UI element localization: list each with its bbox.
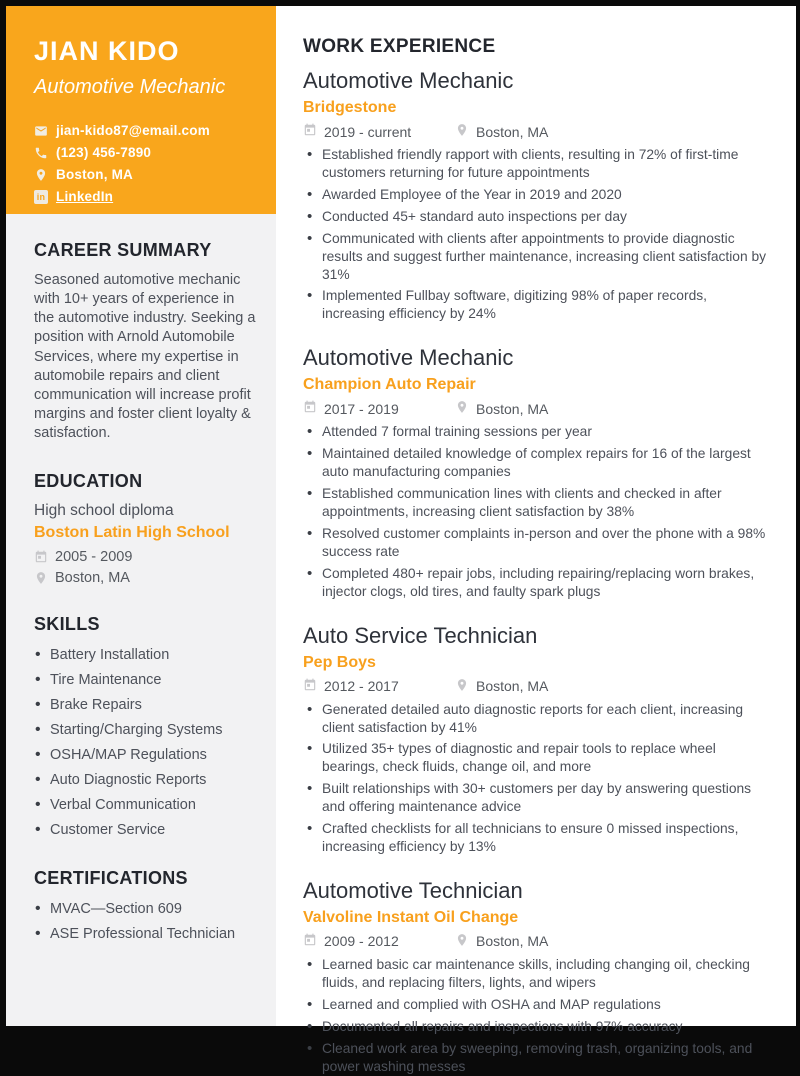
sidebar-body bbox=[6, 214, 276, 969]
job-bullet: • Established friendly rapport with clients, resulting in 72% of first-time customers returning for future appointments bbox=[303, 146, 768, 182]
job-meta-row bbox=[303, 678, 768, 695]
calendar-icon bbox=[34, 550, 48, 564]
job-bullet: • Learned basic car maintenance skills, including changing oil, checking fluids, and replacing filters, lights, and wipers bbox=[303, 956, 768, 992]
job-bullet-list bbox=[303, 701, 768, 856]
job-dates-cell bbox=[303, 123, 455, 140]
job-company: Bridgestone bbox=[303, 99, 397, 116]
calendar-icon bbox=[303, 400, 317, 417]
phone-icon bbox=[34, 146, 48, 160]
education-location: Boston, MA bbox=[55, 570, 130, 587]
calendar-icon bbox=[303, 678, 317, 695]
job-bullet: • Resolved customer complaints in-person and over the phone with a 98% success rate bbox=[303, 525, 768, 561]
job-dates: 2019 - current bbox=[324, 123, 412, 140]
career-summary-text: Seasoned automotive mechanic with 10+ years of experience in the automotive industry. Seeking a position with Arnold Automobile Services, where my expertise in automobile repairs and client communication will increase profit margins and foster client loyalty & satisfaction. bbox=[34, 272, 256, 441]
job-bullet: • Established communication lines with clients and checked in after appointments, increasing client satisfaction by 38% bbox=[303, 485, 768, 521]
job-bullet: • Maintained detailed knowledge of complex repairs for 16 of the largest auto manufacturing companies bbox=[303, 445, 768, 481]
job-bullet: • Implemented Fullbay software, digitizing 98% of paper records, increasing efficiency by 24% bbox=[303, 287, 768, 323]
contact-location: Boston, MA bbox=[56, 167, 133, 182]
job-meta-row bbox=[303, 933, 768, 950]
skill-item: • OSHA/MAP Regulations bbox=[34, 745, 258, 765]
linkedin-link[interactable]: LinkedIn bbox=[56, 189, 114, 204]
job-bullet: • Generated detailed auto diagnostic reports for each client, increasing client satisfaction by 41% bbox=[303, 701, 768, 737]
location-pin-icon bbox=[455, 123, 469, 140]
job-bullet: • Awarded Employee of the Year in 2019 and 2020 bbox=[303, 186, 768, 204]
job-location-cell bbox=[455, 400, 548, 417]
email-icon bbox=[34, 124, 48, 138]
job-bullet-list bbox=[303, 423, 768, 600]
contact-phone-row bbox=[34, 145, 258, 160]
job-title: Automotive Mechanic bbox=[303, 345, 514, 371]
education-school: Boston Latin High School bbox=[34, 524, 230, 542]
skill-item: • Starting/Charging Systems bbox=[34, 720, 258, 740]
career-summary-section bbox=[34, 240, 258, 443]
skills-heading: SKILLS bbox=[34, 614, 100, 635]
job-bullet: • Cleaned work area by sweeping, removing trash, organizing tools, and power washing messes bbox=[303, 1040, 768, 1076]
certification-item: • MVAC—Section 609 bbox=[34, 899, 258, 919]
job-location-cell bbox=[455, 678, 548, 695]
education-degree: High school diploma bbox=[34, 502, 174, 520]
job-bullet: • Built relationships with 30+ customers per day by answering questions and offering maintenance advice bbox=[303, 780, 768, 816]
contact-linkedin-row bbox=[34, 189, 258, 204]
education-dates: 2005 - 2009 bbox=[55, 549, 133, 566]
job-company: Pep Boys bbox=[303, 653, 376, 671]
job-title: Automotive Mechanic bbox=[303, 68, 514, 93]
certification-item: • ASE Professional Technician bbox=[34, 924, 258, 944]
job-bullet: • Conducted 45+ standard auto inspections per day bbox=[303, 208, 768, 226]
person-name: JIAN KIDO bbox=[34, 36, 180, 66]
skills-list bbox=[34, 645, 258, 840]
job-bullet: • Crafted checklists for all technicians to ensure 0 missed inspections, increasing efficiency by 13% bbox=[303, 820, 768, 856]
contact-email-row bbox=[34, 123, 258, 138]
job-bullet: • Attended 7 formal training sessions per year bbox=[303, 423, 768, 441]
job-location-cell bbox=[455, 933, 548, 950]
job-title: Auto Service Technician bbox=[303, 622, 538, 648]
location-pin-icon bbox=[34, 168, 48, 182]
job-bullet: • Completed 480+ repair jobs, including repairing/replacing worn brakes, injector clogs, old tires, and faulty spark plugs bbox=[303, 565, 768, 601]
job-dates: 2009 - 2012 bbox=[324, 933, 399, 950]
job-dates-cell bbox=[303, 400, 455, 417]
job-bullet: • Utilized 35+ types of diagnostic and repair tools to replace wheel bearings, check fluids, change oil, and more bbox=[303, 740, 768, 776]
job-meta-row bbox=[303, 400, 768, 417]
sidebar bbox=[6, 6, 276, 1026]
certifications-heading: CERTIFICATIONS bbox=[34, 868, 188, 889]
job-entry bbox=[303, 68, 768, 323]
skill-item: • Brake Repairs bbox=[34, 695, 258, 715]
skills-section bbox=[34, 614, 258, 840]
education-location-row bbox=[34, 570, 258, 586]
education-dates-row bbox=[34, 549, 258, 565]
skill-item: • Battery Installation bbox=[34, 645, 258, 665]
education-section bbox=[34, 471, 258, 586]
certifications-list bbox=[34, 899, 258, 944]
job-meta-row bbox=[303, 123, 768, 140]
skill-item: • Tire Maintenance bbox=[34, 670, 258, 690]
location-pin-icon bbox=[455, 400, 469, 417]
linkedin-icon: in bbox=[34, 190, 48, 204]
job-location: Boston, MA bbox=[476, 123, 549, 140]
job-location-cell bbox=[455, 123, 548, 140]
skill-item: • Auto Diagnostic Reports bbox=[34, 770, 258, 790]
skill-item: • Customer Service bbox=[34, 820, 258, 840]
job-dates: 2012 - 2017 bbox=[324, 678, 399, 695]
job-title: Automotive Technician bbox=[303, 877, 523, 903]
location-pin-icon bbox=[34, 571, 48, 585]
job-company: Valvoline Instant Oil Change bbox=[303, 908, 519, 926]
career-summary-heading: CAREER SUMMARY bbox=[34, 240, 212, 260]
location-pin-icon bbox=[455, 933, 469, 950]
person-job-title: Automotive Mechanic bbox=[34, 76, 226, 98]
location-pin-icon bbox=[455, 678, 469, 695]
job-dates-cell bbox=[303, 933, 455, 950]
job-location: Boston, MA bbox=[476, 400, 549, 417]
job-bullet: • Learned and complied with OSHA and MAP regulations bbox=[303, 996, 768, 1014]
job-bullet-list bbox=[303, 146, 768, 323]
job-bullet-list bbox=[303, 956, 768, 1076]
job-dates: 2017 - 2019 bbox=[324, 400, 399, 417]
education-heading: EDUCATION bbox=[34, 471, 143, 492]
sidebar-header bbox=[6, 6, 276, 214]
work-experience-heading: WORK EXPERIENCE bbox=[303, 36, 496, 57]
job-location: Boston, MA bbox=[476, 933, 549, 950]
job-location: Boston, MA bbox=[476, 678, 549, 695]
job-entry bbox=[303, 623, 768, 856]
job-entry bbox=[303, 345, 768, 600]
job-bullet: • Communicated with clients after appointments to provide diagnostic results and suggest further maintenance, increasing client satisfaction by 31% bbox=[303, 230, 768, 284]
contact-location-row bbox=[34, 167, 258, 182]
calendar-icon bbox=[303, 933, 317, 950]
certifications-section bbox=[34, 868, 258, 944]
contact-phone: (123) 456-7890 bbox=[56, 145, 152, 160]
resume-page bbox=[6, 6, 796, 1074]
contact-email: jian-kido87@email.com bbox=[56, 123, 210, 138]
job-company: Champion Auto Repair bbox=[303, 376, 476, 394]
calendar-icon bbox=[303, 123, 317, 140]
job-bullet: • Documented all repairs and inspections with 97% accuracy bbox=[303, 1018, 768, 1036]
work-experience-section bbox=[276, 6, 796, 1074]
job-dates-cell bbox=[303, 678, 455, 695]
skill-item: • Verbal Communication bbox=[34, 795, 258, 815]
job-entry bbox=[303, 878, 768, 1076]
